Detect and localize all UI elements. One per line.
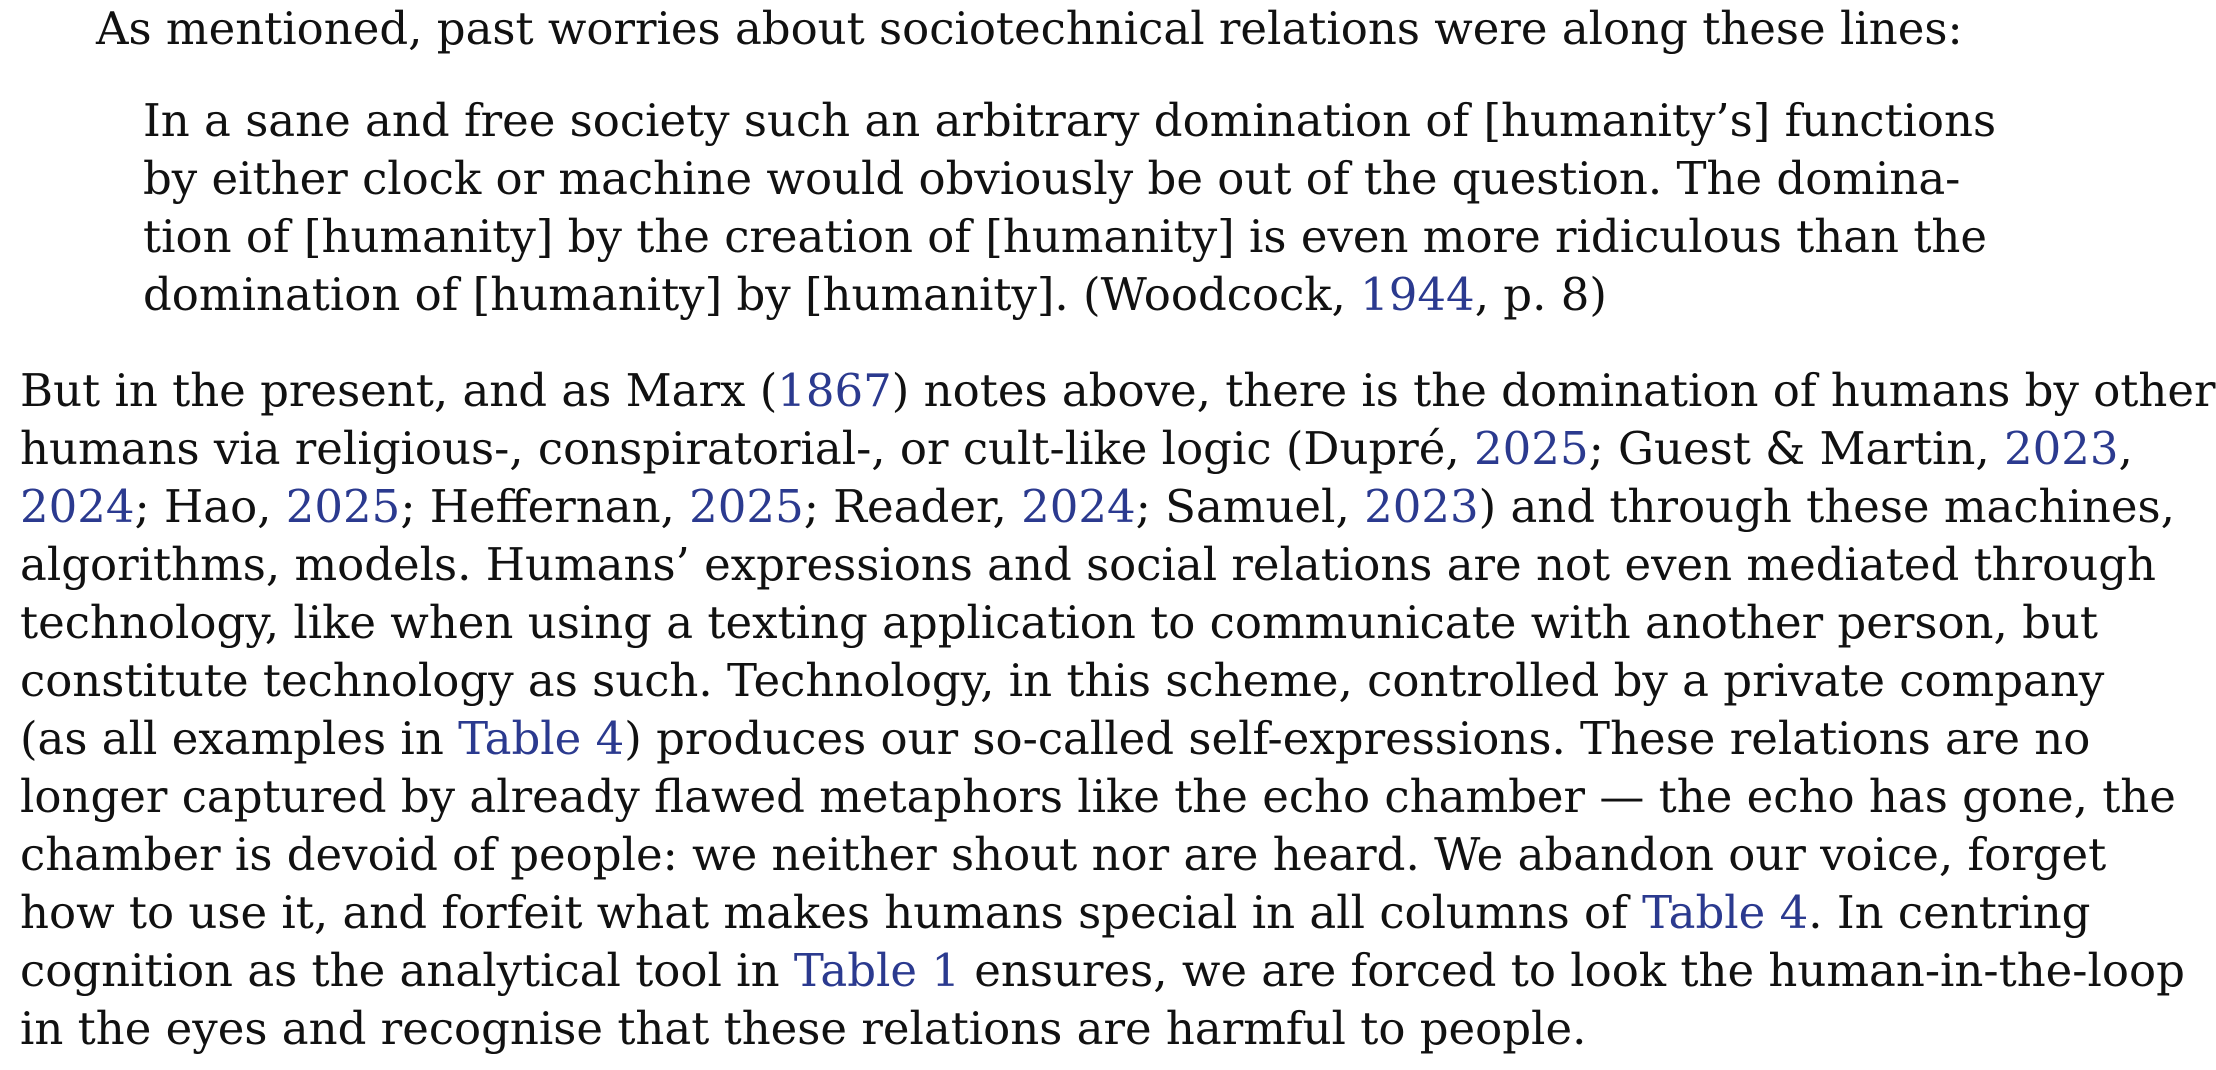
quote-line: tion of [humanity] by the creation of [humanity] is even more ridiculous than the [143, 210, 1988, 263]
quote-line: In a sane and free society such an arbitrary domination of [humanity’s] functions [143, 94, 1997, 147]
citation-link[interactable]: 2025 [689, 480, 804, 533]
paragraph-text: ensures, we are forced to look the human-in-the-loop [959, 944, 2185, 997]
paragraph-text: , [2118, 422, 2133, 475]
citation-link[interactable]: 2024 [1021, 480, 1136, 533]
paragraph-line: longer captured by already flawed metaphors like the echo chamber — the echo has gone, the [20, 770, 2176, 823]
paragraph-text: cognition as the analytical tool in [20, 944, 794, 997]
block-quote [143, 92, 1997, 324]
paragraph-line: chamber is devoid of people: we neither shout nor are heard. We abandon our voice, forget [20, 828, 2107, 881]
citation-link[interactable]: 2025 [285, 480, 401, 533]
paragraph-text: (as all examples in [20, 712, 459, 765]
paragraph-line: technology, like when using a texting application to communicate with another person, but [20, 596, 2098, 649]
paragraph-line: algorithms, models. Humans’ expressions and social relations are not even mediated through [20, 538, 2157, 591]
quote-text: domination of [humanity] by [humanity]. (Woodcock, [143, 268, 1361, 321]
quote-line-citation [143, 266, 1923, 324]
quote-text: , p. 8) [1474, 268, 1607, 321]
table-reference-link[interactable]: Table 1 [793, 944, 960, 997]
paragraph-text: . In centring [1808, 886, 2091, 939]
paragraph-text: ; Heffernan, [400, 480, 690, 533]
quote-line: by either clock or machine would obviously be out of the question. The domina- [143, 152, 1961, 205]
intro-sentence [96, 0, 1976, 58]
paragraph-text: how to use it, and forfeit what makes humans special in all columns of [20, 886, 1643, 939]
citation-link[interactable]: 2025 [1474, 422, 1589, 475]
paragraph-text: ; Guest & Martin, [1588, 422, 2004, 475]
paragraph-text: But in the present, and as Marx ( [20, 364, 778, 417]
paragraph-text: ; Samuel, [1135, 480, 1365, 533]
table-reference-link[interactable]: Table 4 [458, 712, 625, 765]
citation-link[interactable]: 2023 [2003, 422, 2119, 475]
table-reference-link[interactable]: Table 4 [1642, 886, 1809, 939]
paragraph-line [20, 420, 2133, 478]
paragraph-line: constitute technology as such. Technology, in this scheme, controlled by a private company [20, 654, 2105, 707]
paragraph-text: ) and through these machines, [1478, 480, 2175, 533]
paragraph-line [20, 710, 2091, 768]
paragraph-text: humans via religious-, conspiratorial-, or cult-like logic (Dupré, [20, 422, 1475, 475]
intro-text: As mentioned, past worries about sociotechnical relations were along these lines: [96, 2, 1963, 55]
body-paragraph [20, 362, 2216, 1058]
paragraph-text: ) notes above, there is the domination of humans by other [891, 364, 2216, 417]
paragraph-line: in the eyes and recognise that these relations are harmful to people. [20, 1002, 1587, 1055]
citation-link[interactable]: 2024 [20, 480, 135, 533]
paragraph-line [20, 362, 2216, 420]
paragraph-text: ; Hao, [134, 480, 286, 533]
paragraph-line [20, 884, 2091, 942]
citation-link[interactable]: 1944 [1360, 268, 1475, 321]
paragraph-text: ; Reader, [803, 480, 1022, 533]
citation-link[interactable]: 1867 [777, 364, 892, 417]
paragraph-line [20, 942, 2185, 1000]
paragraph-text: ) produces our so-called self-expressions. These relations are no [624, 712, 2091, 765]
citation-link[interactable]: 2023 [1364, 480, 1479, 533]
paragraph-line [20, 478, 2175, 536]
